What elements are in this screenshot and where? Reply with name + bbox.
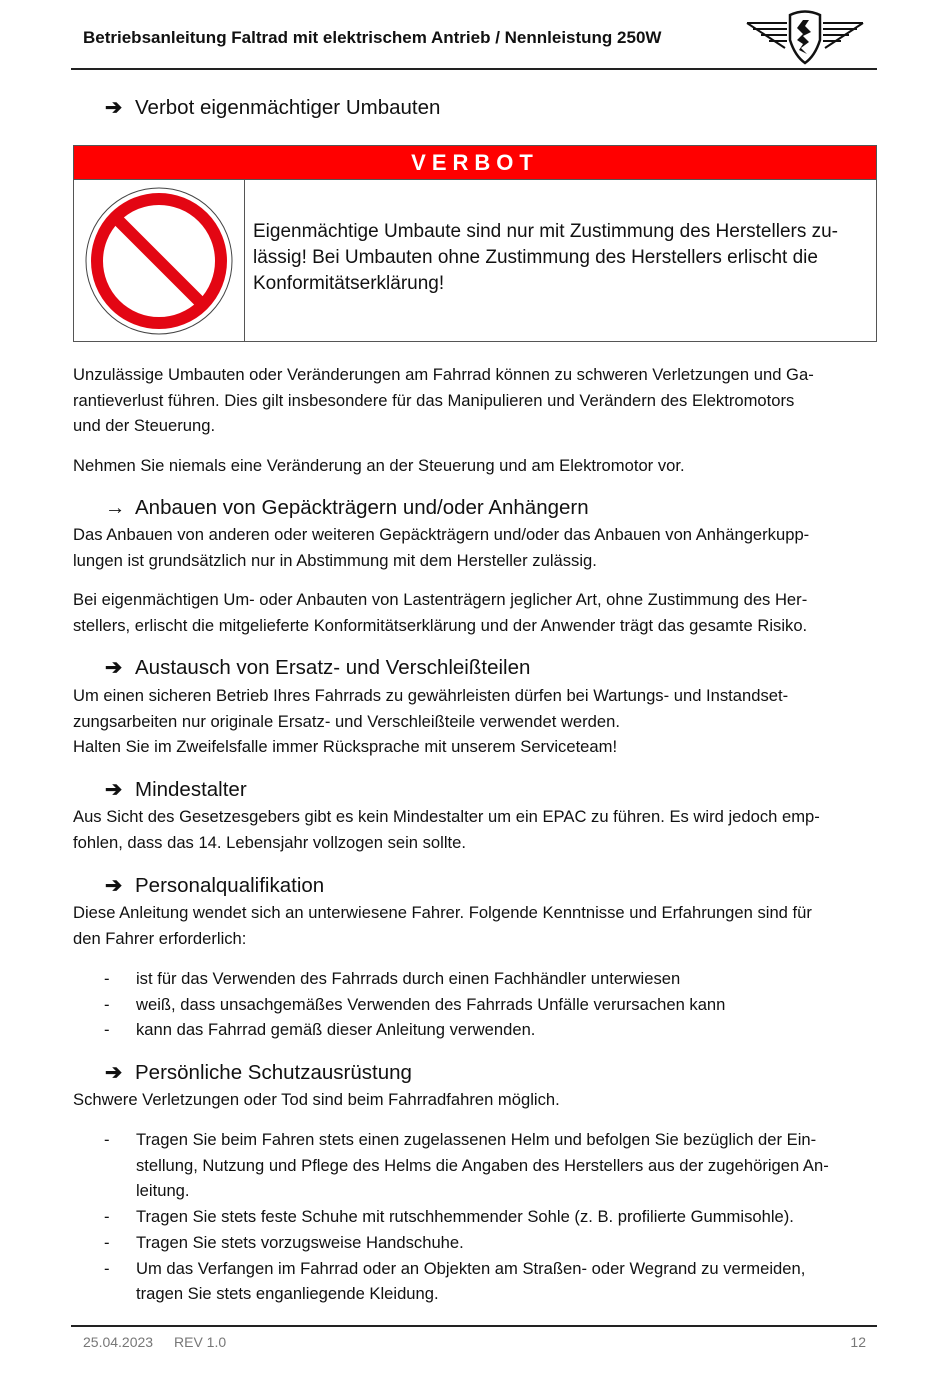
bullet-dash: -	[104, 1207, 110, 1227]
text-line: Unzulässige Umbauten oder Veränderungen am Fahrrad können zu schweren Verletzungen und Ga-	[73, 365, 814, 384]
text-line: stellung, Nutzung und Pflege des Helms die Angaben des Herstellers aus der zugehörigen An-	[136, 1155, 829, 1175]
arrow-icon: ➔	[105, 96, 123, 119]
list-item	[73, 1204, 883, 1230]
text-line: leitung.	[136, 1181, 190, 1201]
arrow-icon: →	[105, 496, 126, 519]
text-line: kann das Fahrrad gemäß dieser Anleitung verwenden.	[136, 1020, 536, 1040]
heading-anbauen	[105, 495, 589, 521]
prohibition-notice-box	[73, 145, 877, 342]
bullet-dash: -	[104, 994, 110, 1014]
text-line: tragen Sie stets enganliegende Kleidung.	[136, 1284, 439, 1304]
footer-revision: REV 1.0	[174, 1334, 227, 1350]
arrow-icon: ➔	[105, 874, 123, 897]
text-line: Das Anbauen von anderen oder weiteren Gepäckträgern und/oder das Anbauen von Anhängerkupp-	[73, 525, 810, 544]
text-line: Tragen Sie beim Fahren stets einen zugelassenen Helm und befolgen Sie bezüglich der Ein-	[136, 1130, 817, 1149]
text-line: Tragen Sie stets vorzugsweise Handschuhe.	[136, 1232, 464, 1252]
heading-text: Verbot eigenmächtiger Umbauten	[135, 96, 441, 119]
text-line: Um das Verfangen im Fahrrad oder an Objekten am Straßen- oder Wegrand zu vermeiden,	[136, 1258, 806, 1278]
page-number: 12	[850, 1334, 866, 1350]
header-title: Betriebsanleitung Faltrad mit elektrischem Antrieb / Nennleistung 250W	[83, 28, 662, 47]
heading-text: Mindestalter	[135, 778, 247, 801]
footer-divider	[71, 1325, 877, 1327]
paragraph	[73, 804, 883, 855]
text-line: zungsarbeiten nur originale Ersatz- und Verschleißteile verwendet werden.	[73, 711, 620, 731]
heading-mindestalter	[105, 777, 247, 803]
text-line: Schwere Verletzungen oder Tod sind beim Fahrradfahren möglich.	[73, 1090, 560, 1109]
list-item	[73, 1230, 883, 1256]
paragraph	[73, 683, 883, 760]
arrow-icon: ➔	[105, 656, 123, 679]
text-line: Bei eigenmächtigen Um- oder Anbauten von Lastenträgern jeglicher Art, ohne Zustimmung des Her-	[73, 590, 808, 609]
text-line: ist für das Verwenden des Fahrrads durch einen Fachhändler unterwiesen	[136, 969, 681, 988]
text-line: rantieverlust führen. Dies gilt insbesondere für das Manipulieren und Verändern des Elektromotors	[73, 390, 795, 410]
heading-text: Austausch von Ersatz- und Verschleißteilen	[135, 656, 531, 679]
header-divider	[71, 68, 877, 70]
bullet-dash: -	[104, 1232, 110, 1252]
text-line: Konformitätserklärung!	[253, 273, 445, 294]
arrow-icon: ➔	[105, 778, 123, 801]
text-line: lässig! Bei Umbauten ohne Zustimmung des Herstellers erlischt die	[253, 247, 818, 268]
paragraph	[73, 522, 883, 573]
bullet-dash: -	[104, 1020, 110, 1040]
list-item	[73, 1127, 883, 1204]
prohibition-sign-icon	[84, 186, 234, 336]
paragraph	[73, 453, 883, 479]
arrow-icon: ➔	[105, 1061, 123, 1084]
paragraph	[73, 900, 883, 951]
list-item	[73, 1017, 883, 1043]
text-line: weiß, dass unsachgemäßes Verwenden des Fahrrads Unfälle verursachen kann	[136, 994, 726, 1014]
text-line: und der Steuerung.	[73, 416, 216, 436]
text-line: den Fahrer erforderlich:	[73, 928, 247, 948]
text-line: lungen ist grundsätzlich nur in Abstimmung mit dem Hersteller zulässig.	[73, 550, 597, 570]
qualification-list	[73, 966, 883, 1043]
text-line: fohlen, dass das 14. Lebensjahr vollzogen sein sollte.	[73, 832, 466, 852]
list-item	[73, 992, 883, 1018]
verbot-label: VERBOT	[74, 146, 876, 180]
protective-equipment-list	[73, 1127, 883, 1307]
notice-text	[253, 219, 838, 297]
list-item	[73, 966, 883, 992]
paragraph	[73, 362, 883, 439]
bullet-dash: -	[104, 1130, 110, 1149]
heading-text: Persönliche Schutzausrüstung	[135, 1061, 412, 1084]
bullet-dash: -	[104, 969, 110, 988]
bullet-dash: -	[104, 1258, 110, 1278]
paragraph	[73, 587, 883, 638]
heading-psa	[105, 1060, 412, 1086]
icon-cell	[74, 180, 245, 341]
text-line: Nehmen Sie niemals eine Veränderung an der Steuerung und am Elektromotor vor.	[73, 456, 685, 475]
list-item	[73, 1256, 883, 1307]
text-line: Eigenmächtige Umbaute sind nur mit Zustimmung des Herstellers zu-	[253, 221, 839, 242]
text-line: Um einen sicheren Betrieb Ihres Fahrrads zu gewährleisten dürfen bei Wartungs- und Instandset-	[73, 686, 789, 705]
text-line: Halten Sie im Zweifelsfalle immer Rücksprache mit unserem Serviceteam!	[73, 737, 618, 757]
heading-text: Personalqualifikation	[135, 874, 325, 897]
brand-logo-icon	[745, 8, 865, 66]
text-line: Aus Sicht des Gesetzesgebers gibt es kein Mindestalter um ein EPAC zu führen. Es wird jedoch emp-	[73, 807, 820, 826]
heading-verbot	[105, 95, 440, 121]
text-line: Diese Anleitung wendet sich an unterwiesene Fahrer. Folgende Kenntnisse und Erfahrungen sind für	[73, 903, 812, 922]
text-line: stellers, erlischt die mitgelieferte Konformitätserklärung und der Anwender trägt das gesamte Risiko.	[73, 615, 808, 635]
heading-text: Anbauen von Gepäckträgern und/oder Anhängern	[135, 496, 589, 519]
footer-date: 25.04.2023	[83, 1334, 154, 1350]
heading-austausch	[105, 655, 530, 681]
text-line: Tragen Sie stets feste Schuhe mit rutschhemmender Sohle (z. B. profilierte Gummisohle).	[136, 1207, 794, 1227]
heading-personal	[105, 873, 324, 899]
paragraph	[73, 1087, 883, 1113]
